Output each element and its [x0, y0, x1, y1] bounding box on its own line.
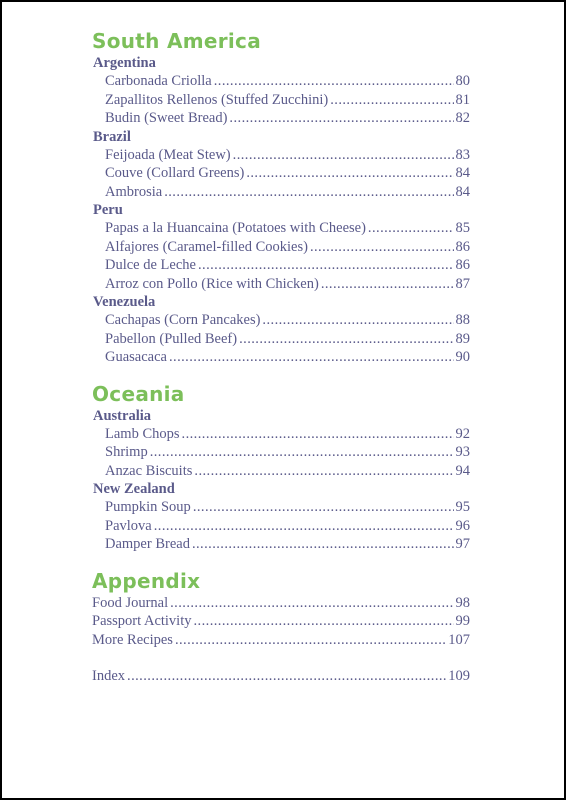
dot-leader [330, 91, 453, 110]
dot-leader [164, 183, 453, 202]
country-heading: Brazil [93, 128, 131, 145]
dot-leader [182, 425, 454, 444]
toc-entry-page: 82 [455, 110, 470, 126]
table-of-contents [92, 28, 470, 686]
toc-entry[interactable] [92, 535, 470, 554]
dot-leader [310, 238, 454, 257]
toc-entry-title: Passport Activity [92, 613, 192, 629]
toc-entry-page: 90 [455, 349, 470, 365]
section-heading: South America [92, 29, 261, 53]
toc-entry-title: Arroz con Pollo (Rice with Chicken) [105, 275, 319, 292]
toc-entry-title: Anzac Biscuits [105, 462, 193, 479]
dot-leader [193, 498, 454, 517]
toc-entry-title: Cachapas (Corn Pancakes) [105, 312, 261, 328]
toc-entry-page: 95 [455, 499, 470, 515]
toc-entry-title: Damper Bread [105, 536, 190, 552]
toc-entry[interactable] [92, 72, 470, 91]
toc-entry[interactable] [92, 311, 470, 330]
dot-leader [127, 667, 446, 686]
toc-entry-page: 81 [455, 91, 470, 108]
toc-entry[interactable] [92, 348, 470, 367]
toc-entry-title: Couve (Collard Greens) [105, 165, 245, 181]
toc-entry[interactable] [92, 256, 470, 275]
toc-entry[interactable] [92, 164, 470, 183]
toc-entry-page: 97 [455, 536, 470, 552]
country-heading: Peru [93, 202, 123, 218]
toc-entry-title: Dulce de Leche [105, 257, 196, 273]
dot-leader [229, 109, 453, 128]
section-spacer [92, 554, 470, 568]
index-spacer [92, 649, 470, 667]
toc-entry[interactable] [92, 238, 470, 257]
dot-leader [194, 462, 453, 481]
toc-entry[interactable] [92, 183, 470, 202]
section-spacer [92, 367, 470, 381]
toc-entry-title: Pavlova [105, 517, 152, 534]
toc-entry-page: 94 [455, 462, 470, 479]
toc-entry-page: 86 [455, 238, 470, 255]
toc-entry-title: More Recipes [92, 631, 173, 648]
toc-entry-title: Pumpkin Soup [105, 499, 191, 515]
toc-entry-page: 84 [455, 165, 470, 181]
dot-leader [175, 631, 446, 650]
toc-entry[interactable] [92, 498, 470, 517]
toc-entry[interactable] [92, 425, 470, 444]
toc-entry[interactable] [92, 275, 470, 294]
toc-entry-page: 109 [448, 668, 470, 684]
toc-entry[interactable] [92, 109, 470, 128]
toc-entry-title: Food Journal [92, 594, 169, 611]
dot-leader [150, 443, 454, 462]
toc-entry-title: Budin (Sweet Bread) [105, 110, 228, 126]
toc-entry-page: 87 [455, 275, 470, 292]
toc-entry-page: 86 [455, 257, 470, 273]
toc-entry[interactable] [92, 517, 470, 536]
country-heading: New Zealand [93, 481, 175, 497]
toc-entry-title: Ambrosia [105, 183, 163, 200]
dot-leader [214, 72, 454, 91]
toc-entry-title: Zapallitos Rellenos (Stuffed Zucchini) [105, 91, 329, 108]
toc-entry-title: Index [92, 668, 126, 684]
toc-entry[interactable] [92, 612, 470, 631]
dot-leader [154, 517, 454, 536]
toc-entry-page: 107 [448, 631, 470, 648]
dot-leader [233, 146, 454, 165]
toc-entry-title: Alfajores (Caramel-filled Cookies) [105, 238, 308, 255]
toc-entry-page: 89 [455, 330, 470, 347]
dot-leader [246, 164, 453, 183]
dot-leader [368, 219, 454, 238]
dot-leader [262, 311, 453, 330]
toc-entry-page: 99 [455, 613, 470, 629]
toc-entry[interactable] [92, 631, 470, 650]
toc-entry-page: 96 [455, 517, 470, 534]
section-heading: Oceania [92, 381, 185, 406]
dot-leader [194, 612, 454, 631]
country-heading: Argentina [93, 55, 156, 71]
toc-entry[interactable] [92, 667, 470, 686]
toc-entry-title: Papas a la Huancaina (Potatoes with Cheese) [105, 220, 366, 236]
toc-entry-page: 80 [455, 73, 470, 89]
toc-entry-title: Lamb Chops [105, 425, 180, 442]
toc-entry-title: Feijoada (Meat Stew) [105, 146, 231, 163]
dot-leader [169, 348, 454, 367]
country-heading: Venezuela [93, 294, 156, 310]
toc-entry-page: 88 [455, 312, 470, 328]
toc-entry-page: 84 [455, 183, 470, 200]
toc-entry-title: Guasacaca [105, 349, 167, 365]
dot-leader [192, 535, 454, 554]
toc-entry[interactable] [92, 330, 470, 349]
appendix-heading: Appendix [92, 568, 201, 593]
toc-entry-title: Shrimp [105, 444, 148, 460]
country-heading: Australia [93, 407, 151, 424]
toc-entry[interactable] [92, 219, 470, 238]
toc-entry-title: Carbonada Criolla [105, 73, 212, 89]
toc-entry[interactable] [92, 594, 470, 613]
dot-leader [239, 330, 453, 349]
dot-leader [170, 594, 453, 613]
toc-entry[interactable] [92, 462, 470, 481]
toc-entry-title: Pabellon (Pulled Beef) [105, 330, 238, 347]
toc-entry-page: 93 [455, 444, 470, 460]
toc-entry[interactable] [92, 91, 470, 110]
dot-leader [321, 275, 454, 294]
toc-entry[interactable] [92, 443, 470, 462]
dot-leader [198, 256, 454, 275]
toc-entry-page: 92 [455, 425, 470, 442]
toc-entry-page: 85 [455, 220, 470, 236]
toc-entry-page: 98 [455, 594, 470, 611]
toc-entry-page: 83 [455, 146, 470, 163]
toc-entry[interactable] [92, 146, 470, 165]
